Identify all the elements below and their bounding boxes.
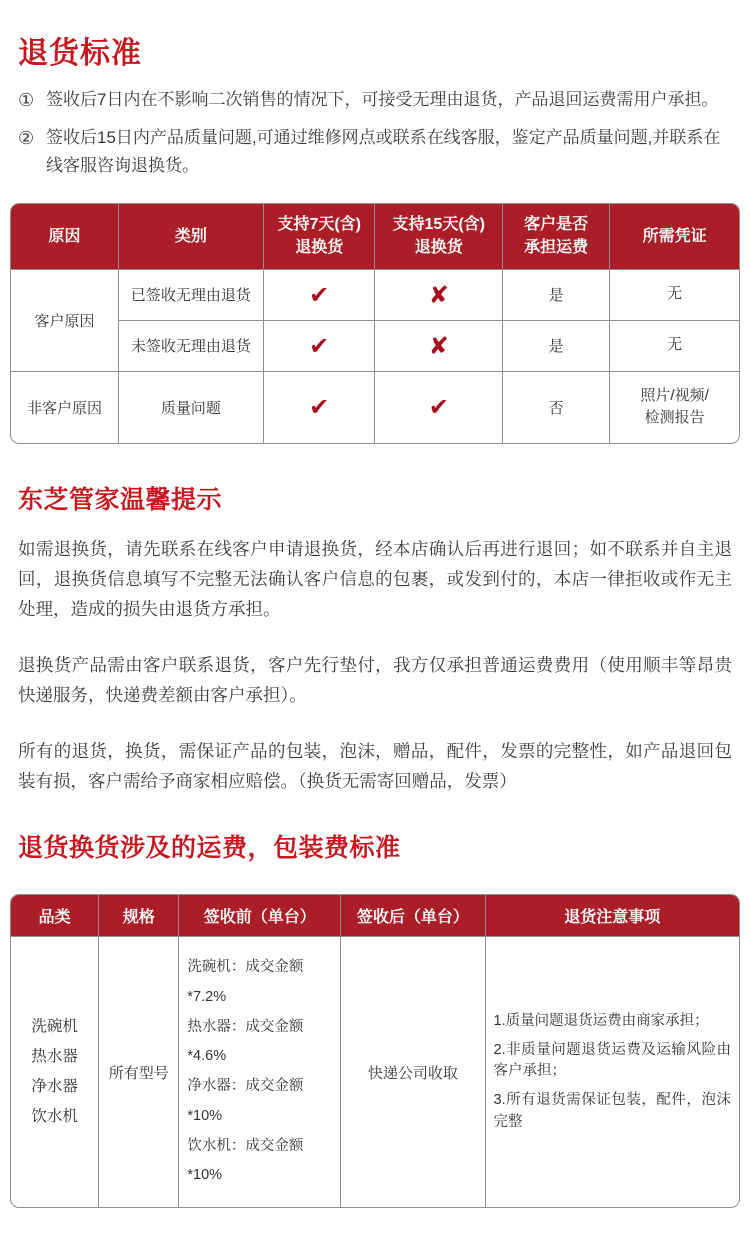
policy-col-7day	[263, 204, 375, 269]
day15-cell	[375, 371, 503, 443]
proof-cell	[610, 320, 740, 371]
proof-cell	[610, 371, 740, 443]
day7-cell	[263, 320, 375, 371]
check-mark-icon: ✔	[309, 331, 330, 360]
day7-cell	[263, 269, 375, 320]
intro-item-1	[18, 86, 732, 115]
proof-line: 无	[667, 336, 683, 354]
item-text: 签收后15日内产品质量问题,可通过维修网点或联系在线客服，鉴定产品质量问题,并联系在线客服咨询退换货。	[46, 128, 721, 175]
notes-cell	[485, 937, 739, 1208]
tips-paragraph: 所有的退货，换货，需保证产品的包装，泡沫，赠品，配件，发票的完整性，如产品退回包装有损，客户需给予商家相应赔偿。（换货无需寄回赠品，发票）	[18, 741, 732, 792]
check-mark-icon: ✔	[428, 393, 449, 422]
day15-cell	[375, 320, 503, 371]
after-sign-cell: 快递公司收取	[341, 937, 485, 1208]
policy-header-row	[11, 204, 740, 269]
item-number: ②	[18, 128, 35, 149]
tips-paragraphs	[0, 534, 750, 797]
day7-cell	[263, 371, 375, 443]
header-line: 承担运费	[524, 239, 589, 257]
freight-col-spec: 规格	[99, 895, 179, 937]
note-line: 1.质量问题退货运费由商家承担；	[493, 1012, 709, 1029]
policy-col-category	[118, 204, 263, 269]
fee-line: 热水器：成交金额*4.6%	[187, 1018, 304, 1065]
cross-mark-icon: ✘	[428, 280, 449, 309]
freight-col-before: 签收前（单台）	[179, 895, 341, 937]
proof-line: 检测报告	[644, 409, 705, 427]
table-row	[11, 371, 740, 443]
check-mark-icon: ✔	[309, 280, 330, 309]
table-row	[11, 320, 740, 371]
cross-mark-icon: ✘	[428, 331, 449, 360]
policy-col-proof	[610, 204, 740, 269]
header-line: 退换货	[414, 239, 463, 257]
tips-paragraph: 退换货产品需由客户联系退货，客户先行垫付，我方仅承担普通运费费用（使用顺丰等昂贵快递服务，快递费差额由客户承担）。	[18, 654, 732, 705]
policy-table	[10, 203, 740, 443]
check-mark-icon: ✔	[309, 393, 330, 422]
header-line: 原因	[48, 227, 81, 245]
freight-section-title: 退货换货涉及的运费，包装费标准	[18, 834, 401, 863]
fee-line: 净水器：成交金额*10%	[187, 1078, 304, 1124]
intro-item-2	[18, 124, 732, 179]
freight-cell: 是	[503, 320, 610, 371]
header-line: 支持15天(含)	[392, 216, 485, 234]
note-line: 3.所有退货需保证包装，配件，泡沫完整	[493, 1092, 731, 1130]
proof-line: 照片/视频/	[640, 386, 709, 404]
note-line: 2.非质量问题退货运费及运输风险由客户承担；	[493, 1041, 731, 1080]
spec-cell: 所有型号	[99, 937, 179, 1208]
proof-line: 无	[667, 285, 683, 303]
before-sign-cell	[179, 937, 341, 1208]
policy-col-15day	[375, 204, 503, 269]
proof-cell	[610, 269, 740, 320]
freight-header-row	[11, 895, 740, 937]
category-cell: 已签收无理由退货	[118, 269, 263, 320]
category-list-cell	[11, 937, 99, 1208]
table-row	[11, 937, 740, 1208]
fee-line: 洗碗机：成交金额*7.2%	[187, 959, 304, 1005]
tips-paragraph: 如需退换货，请先联系在线客户申请退换货，经本店确认后再进行退回；如不联系并自主退回，退换货信息填写不完整无法确认客户信息的包裹，或发到付的，本店一律拒收或作无主处理，造成的损失由退货方承担。	[18, 538, 732, 619]
category-cell: 未签收无理由退货	[118, 320, 263, 371]
freight-col-category: 品类	[11, 895, 99, 937]
category-cell: 质量问题	[118, 371, 263, 443]
category-line: 洗碗机	[31, 1017, 78, 1035]
reason-cell: 客户原因	[11, 269, 119, 371]
header-line: 客户是否	[524, 216, 589, 234]
category-line: 热水器	[31, 1047, 78, 1065]
category-line: 饮水机	[31, 1108, 78, 1126]
fee-line: 饮水机：成交金额*10%	[187, 1137, 304, 1184]
freight-table	[10, 894, 740, 1208]
freight-cell: 是	[503, 269, 610, 320]
item-text: 签收后7日内在不影响二次销售的情况下，可接受无理由退货，产品退回运费需用户承担。	[46, 90, 719, 109]
item-number: ①	[18, 90, 35, 110]
intro-list	[18, 86, 732, 179]
table-row	[11, 269, 740, 320]
category-line: 净水器	[31, 1078, 78, 1096]
page-title: 退货标准	[18, 37, 142, 70]
header-line: 所需凭证	[642, 227, 707, 245]
day15-cell	[375, 269, 503, 320]
tips-title: 东芝管家温馨提示	[18, 485, 223, 514]
header-line: 类别	[174, 227, 207, 245]
freight-col-notes: 退货注意事项	[485, 895, 739, 937]
reason-cell: 非客户原因	[11, 371, 119, 443]
header-line: 退换货	[295, 239, 344, 257]
freight-cell: 否	[503, 371, 610, 443]
freight-col-after: 签收后（单台）	[341, 895, 485, 937]
header-line: 支持7天(含)	[277, 216, 361, 234]
policy-col-freight	[503, 204, 610, 269]
policy-col-reason	[11, 204, 119, 269]
